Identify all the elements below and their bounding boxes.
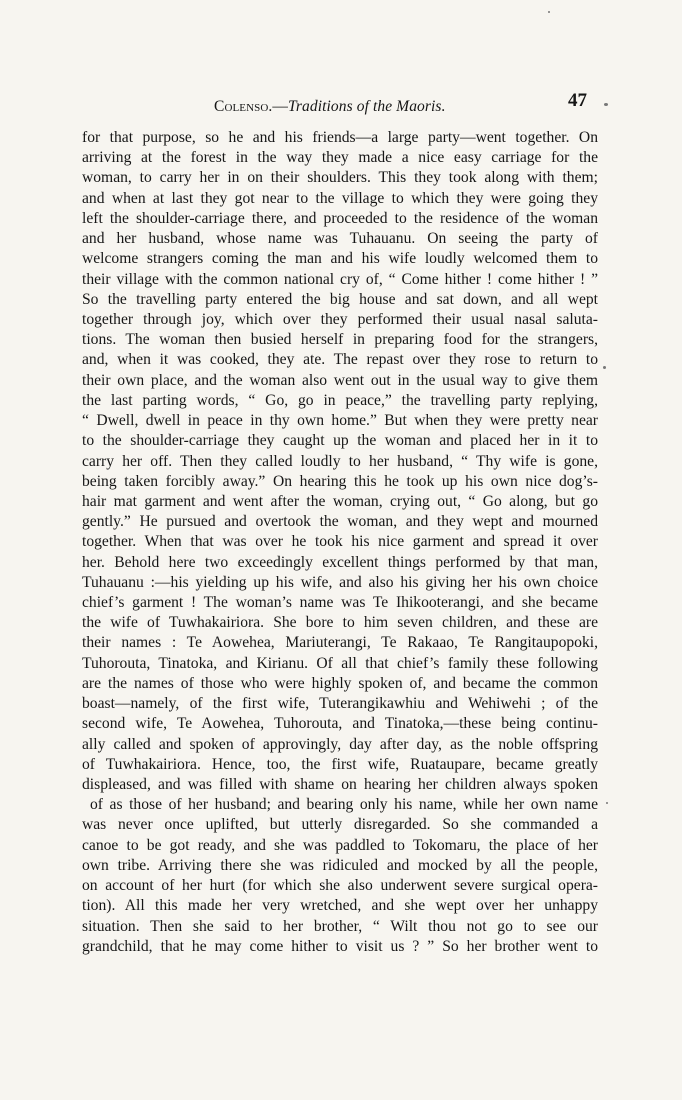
text-line: hair mat garment and went after the woman, crying out, “ Go along, but go: [82, 492, 598, 510]
running-head: [214, 98, 446, 116]
text-line: and when at last they got near to the village to which they were going they: [82, 189, 598, 207]
text-line: gently.” He pursued and overtook the woman, and they wept and mourned: [82, 513, 598, 531]
body-text: [82, 128, 598, 957]
text-line: tions. The woman then busied herself in preparing food for the strangers,: [82, 331, 598, 349]
text-line: So the travelling party entered the big house and sat down, and all wept: [82, 290, 598, 308]
header-separator: —: [272, 98, 289, 115]
text-line: the last parting words, “ Go, go in peace,” the travelling party replying,: [82, 391, 598, 409]
text-line: are the names of those who were highly spoken of, and became the common: [82, 674, 598, 692]
text-line: canoe to be got ready, and she was paddled to Tokomaru, the place of her: [82, 836, 598, 854]
paper-speck: [603, 366, 606, 369]
text-line: tion). All this made her very wretched, and she wept over her unhappy: [82, 897, 598, 915]
paper-speck: [606, 802, 608, 804]
text-line: their names : Te Aowehea, Mariuterangi, Te Rakaao, Te Rangitaupopoki,: [82, 634, 598, 652]
text-line: left the shoulder-carriage there, and proceeded to the residence of the woman: [82, 209, 598, 227]
text-line: arriving at the forest in the way they made a nice easy carriage for the: [82, 149, 598, 167]
text-line: Tuhorouta, Tinatoka, and Kirianu. Of all that chief’s family these following: [82, 654, 598, 672]
text-line: for that purpose, so he and his friends—a large party—went together. On: [82, 129, 598, 146]
text-line: together through joy, which over they performed their usual nasal saluta-: [82, 310, 598, 328]
page-number: 47: [568, 90, 587, 111]
text-line: being taken forcibly away.” On hearing this he took up his own nice dog’s-: [82, 472, 598, 490]
text-line: displeased, and was filled with shame on hearing her children always spoken: [82, 776, 598, 793]
text-line: and her husband, whose name was Tuhauanu. On seeing the party of: [82, 230, 598, 248]
text-line: and, when it was cooked, they ate. The repast over they rose to return to: [82, 351, 598, 369]
text-line: was never once uplifted, but utterly disregarded. So she commanded a: [82, 816, 598, 834]
text-line: her. Behold here two exceedingly excellent things performed by that man,: [82, 553, 598, 571]
paper-speck: [548, 11, 550, 13]
text-line: situation. Then she said to her brother, “ Wilt thou not go to see our: [82, 917, 598, 935]
text-line: the wife of Tuwhakairiora. She bore to him seven children, and these are: [82, 614, 598, 632]
running-header: [0, 90, 682, 120]
paper-speck: [604, 103, 608, 106]
text-line: their village with the common national cry of, “ Come hither ! come hither ! ”: [82, 270, 598, 288]
text-line: boast—namely, of the first wife, Tuterangikawhiu and Wehiwehi ; of the: [82, 695, 598, 713]
text-line: welcome strangers coming the man and his wife loudly welcomed them to: [82, 250, 598, 268]
text-line: “ Dwell, dwell in peace in thy own home.” But when they were pretty near: [82, 412, 598, 430]
header-title: Traditions of the Maoris.: [288, 98, 446, 115]
text-line: own tribe. Arriving there she was ridiculed and mocked by all the people,: [82, 856, 598, 874]
text-line: woman, to carry her in on their shoulders. This they took along with them;: [82, 169, 598, 187]
text-line: second wife, Te Aowehea, Tuhorouta, and Tinatoka,—these being continu-: [82, 715, 598, 733]
text-line: ally called and spoken of approvingly, day after day, as the noble offspring: [82, 735, 598, 753]
text-line: of as those of her husband; and bearing only his name, while her own name: [90, 796, 598, 814]
text-line: on account of her hurt (for which she also underwent severe surgical opera-: [82, 877, 598, 895]
text-line: their own place, and the woman also went out in the usual way to give them: [82, 371, 598, 389]
text-line: Tuhauanu :—his yielding up his wife, and also his giving her his own choice: [82, 573, 598, 591]
text-line: to the shoulder-carriage they caught up the woman and placed her in it to: [82, 432, 598, 450]
text-line: together. When that was over he took his nice garment and spread it over: [82, 533, 598, 551]
text-line: of Tuwhakairiora. Hence, too, the first wife, Ruataupare, became greatly: [82, 755, 598, 773]
text-line: grandchild, that he may come hither to visit us ? ” So her brother went to: [82, 937, 598, 955]
text-line: chief’s garment ! The woman’s name was Te Ihikooterangi, and she became: [82, 594, 598, 612]
header-author: Colenso.: [214, 98, 273, 115]
text-line: carry her off. Then they called loudly to her husband, “ Thy wife is gone,: [82, 452, 598, 470]
